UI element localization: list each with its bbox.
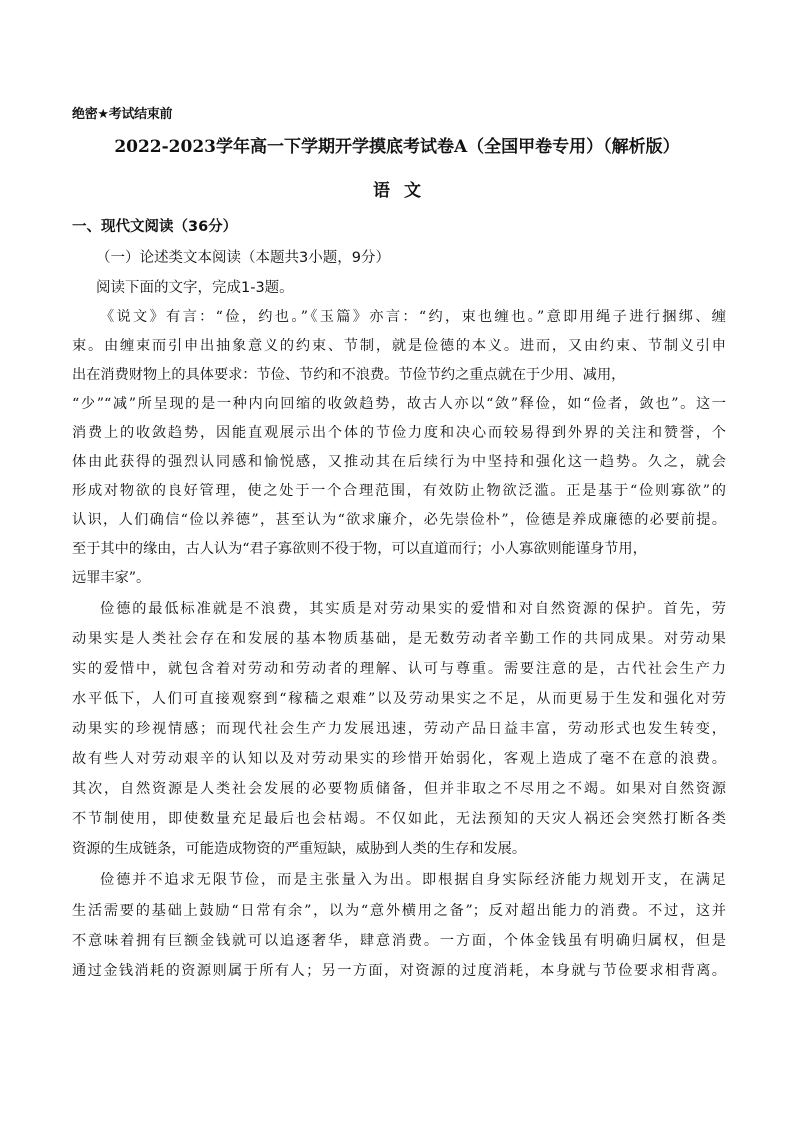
instruction-text: 阅读下面的文字，完成1-3题。 — [96, 280, 294, 296]
passage-line: 束。由缠束而引申出抽象意义的约束、节制，就是俭德的本义。进而，又由约束、节制义引申 — [72, 338, 726, 354]
passage-line: 俭德的最低标准就是不浪费，其实质是对劳动果实的爱惜和对自然资源的保护。首先，劳 — [100, 601, 726, 617]
subject-title: 语文 — [373, 181, 435, 201]
passage-line: 远罪丰家”。 — [72, 570, 151, 586]
passage-line: 体由此获得的强烈认同感和愉悦感，又推动其在后续行为中坚持和强化这一趋势。久之，就会 — [72, 454, 726, 470]
passage-line: 动果实的珍视情感；而现代社会生产力发展迅速，劳动产品日益丰富，劳动形式也发生转变， — [72, 721, 726, 737]
passage-line: 形成对物欲的良好管理，使之处于一个合理范围，有效防止物欲泛滥。正是基于“俭则寡欲”的 — [72, 483, 726, 499]
passage-line: 至于其中的缘由，古人认为“君子寡欲则不役于物，可以直道而行；小人寡欲则能谨身节用， — [72, 541, 647, 557]
passage-line: 动果实是人类社会存在和发展的基本物质基础，是无数劳动者辛勤工作的共同成果。对劳动果 — [72, 631, 726, 647]
passage-line: 水平低下，人们可直接观察到“稼穑之艰难”以及劳动果实之不足，从而更易于生发和强化对劳 — [72, 691, 726, 707]
passage-line: 实的爱惜中，就包含着对劳动和劳动者的理解、认可与尊重。需要注意的是，古代社会生产力 — [72, 661, 726, 677]
part-heading: 一、现代文阅读（36分） — [72, 219, 238, 235]
passage-line: 资源的生成链条，可能造成物资的严重短缺，威胁到人类的生存和发展。 — [72, 841, 527, 857]
passage-line: “少”“减”所呈现的是一种内向回缩的收敛趋势，故古人亦以“敛”释俭，如“俭者，敛也”。这一 — [72, 396, 726, 412]
sub-heading: （一）论述类文本阅读（本题共3小题，9分） — [96, 250, 390, 266]
confidential-label: 绝密★考试结束前 — [72, 107, 173, 122]
passage-line: 《说文》有言：“俭，约也。”《玉篇》亦言：“约，束也缠也。”意即用绳子进行捆绑、缠 — [100, 309, 726, 325]
passage-line: 生活需要的基础上鼓励“日常有余”，以为“意外横用之备”；反对超出能力的消费。不过，这并 — [72, 903, 726, 919]
passage-line: 认识，人们确信“俭以养德”，甚至认为“欲求廉介，必先崇俭朴”，俭德是养成廉德的必要前提。 — [72, 512, 726, 528]
passage-line: 消费上的收敛趋势，因能直观展示出个体的节俭力度和决心而较易得到外界的关注和赞誉，个 — [72, 425, 726, 441]
exam-title: 2022-2023学年高一下学期开学摸底考试卷A（全国甲卷专用）（解析版） — [114, 137, 680, 157]
passage-line: 俭德并不追求无限节俭，而是主张量入为出。即根据自身实际经济能力规划开支，在满足 — [100, 872, 726, 888]
passage-line: 其次，自然资源是人类社会发展的必要物质储备，但并非取之不尽用之不竭。如果对自然资源 — [72, 781, 726, 797]
passage-line: 出在消费财物上的具体要求：节俭、节约和不浪费。节俭节约之重点就在于少用、减用， — [72, 367, 626, 383]
passage-line: 不意味着拥有巨额金钱就可以追逐奢华，肆意消费。一方面，个体金钱虽有明确归属权，但是 — [72, 933, 726, 949]
passage-line: 不节制使用，即使数量充足最后也会枯竭。不仅如此，无法预知的天灾人祸还会突然打断各类 — [72, 811, 726, 827]
passage-line: 故有些人对劳动艰辛的认知以及对劳动果实的珍惜开始弱化，客观上造成了毫不在意的浪费。 — [72, 751, 726, 767]
passage-line: 通过金钱消耗的资源则属于所有人；另一方面，对资源的过度消耗，本身就与节俭要求相背离。 — [72, 963, 726, 979]
